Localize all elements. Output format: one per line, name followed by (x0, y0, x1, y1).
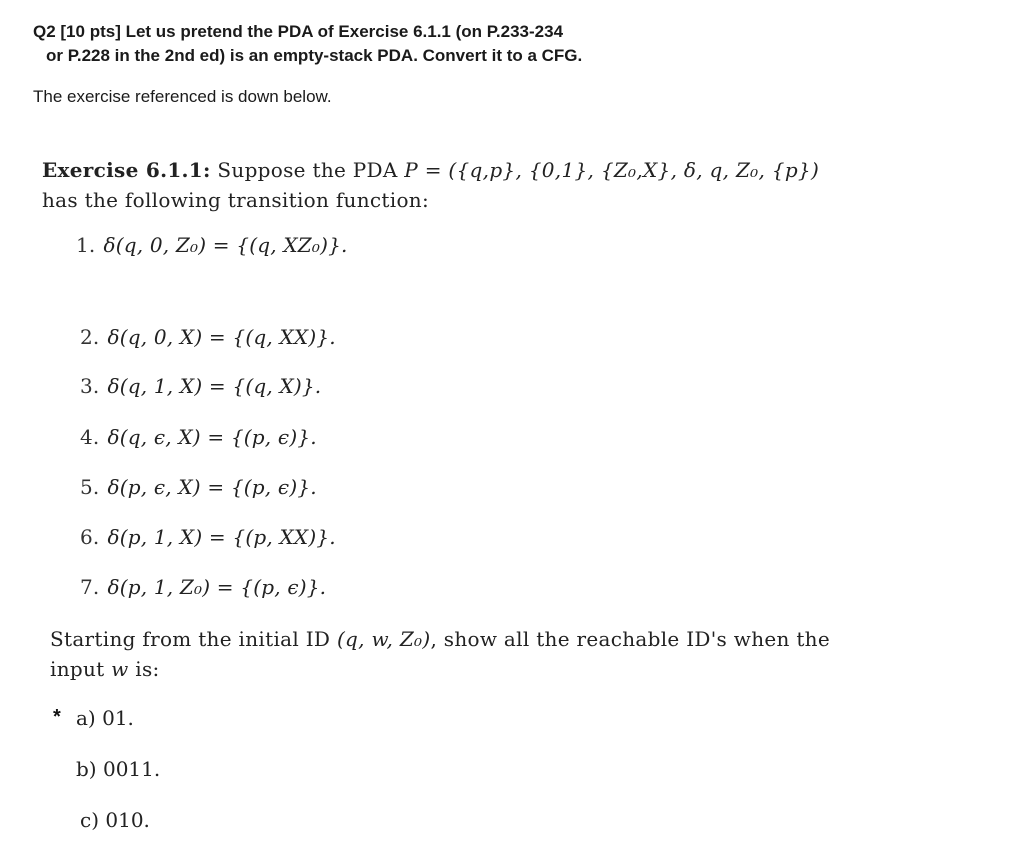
rule-formula: δ(p, ϵ, X) = {(p, ϵ)}. (107, 475, 317, 499)
starting-text-c: input (50, 657, 105, 681)
part-c (80, 808, 150, 832)
rule-number: 5. (80, 475, 100, 499)
starting-instruction (50, 624, 930, 684)
transition-rule-3 (80, 374, 321, 398)
rule-number: 2. (80, 325, 100, 349)
transition-rule-6 (80, 525, 336, 549)
exercise-intro-end: has the following transition function: (42, 188, 430, 212)
exercise-label: Exercise 6.1.1: (42, 158, 211, 182)
starting-text-a: Starting from the initial ID (50, 627, 331, 651)
part-a (76, 706, 134, 730)
transition-rule-1 (76, 233, 348, 257)
rule-formula: δ(q, 0, X) = {(q, XX)}. (107, 325, 336, 349)
rule-formula: δ(q, 0, Z₀) = {(q, XZ₀)}. (103, 233, 348, 257)
exercise-intro: Suppose the PDA (217, 158, 398, 182)
rule-formula: δ(q, 1, X) = {(q, X)}. (107, 374, 322, 398)
pda-definition: P = ({q,p}, {0,1}, {Z₀,X}, δ, q, Z₀, {p}) (404, 158, 820, 182)
starting-text-b: , show all the reachable ID's when the (430, 627, 831, 651)
question-title (33, 20, 582, 68)
part-label: c) (80, 808, 100, 832)
part-label: a) (76, 706, 96, 730)
question-title-line1: Q2 [10 pts] Let us pretend the PDA of Exercise 6.1.1 (on P.233-234 (33, 22, 564, 41)
rule-number: 7. (80, 575, 100, 599)
part-value: 01. (102, 706, 134, 730)
part-value: 0011. (102, 757, 161, 781)
rule-formula: δ(p, 1, Z₀) = {(p, ϵ)}. (107, 575, 327, 599)
reference-note: The exercise referenced is down below. (33, 87, 332, 106)
initial-id: (q, w, Z₀) (336, 627, 431, 651)
star-marker: * (53, 706, 61, 728)
rule-number: 3. (80, 374, 100, 398)
rule-formula: δ(p, 1, X) = {(p, XX)}. (107, 525, 336, 549)
starting-text-d: is: (135, 657, 160, 681)
part-label: b) (76, 757, 97, 781)
rule-formula: δ(q, ϵ, X) = {(p, ϵ)}. (107, 425, 317, 449)
input-w: w (111, 657, 129, 681)
transition-rule-5 (80, 475, 317, 499)
part-b (76, 757, 160, 781)
rule-number: 4. (80, 425, 100, 449)
transition-rule-7 (80, 575, 326, 599)
transition-rule-2 (80, 325, 336, 349)
rule-number: 1. (76, 233, 96, 257)
part-value: 010. (105, 808, 150, 832)
transition-rule-4 (80, 425, 317, 449)
rule-number: 6. (80, 525, 100, 549)
question-title-line2: or P.228 in the 2nd ed) is an empty-stack PDA. Convert it to a CFG. (46, 46, 583, 65)
exercise-header (42, 155, 942, 215)
